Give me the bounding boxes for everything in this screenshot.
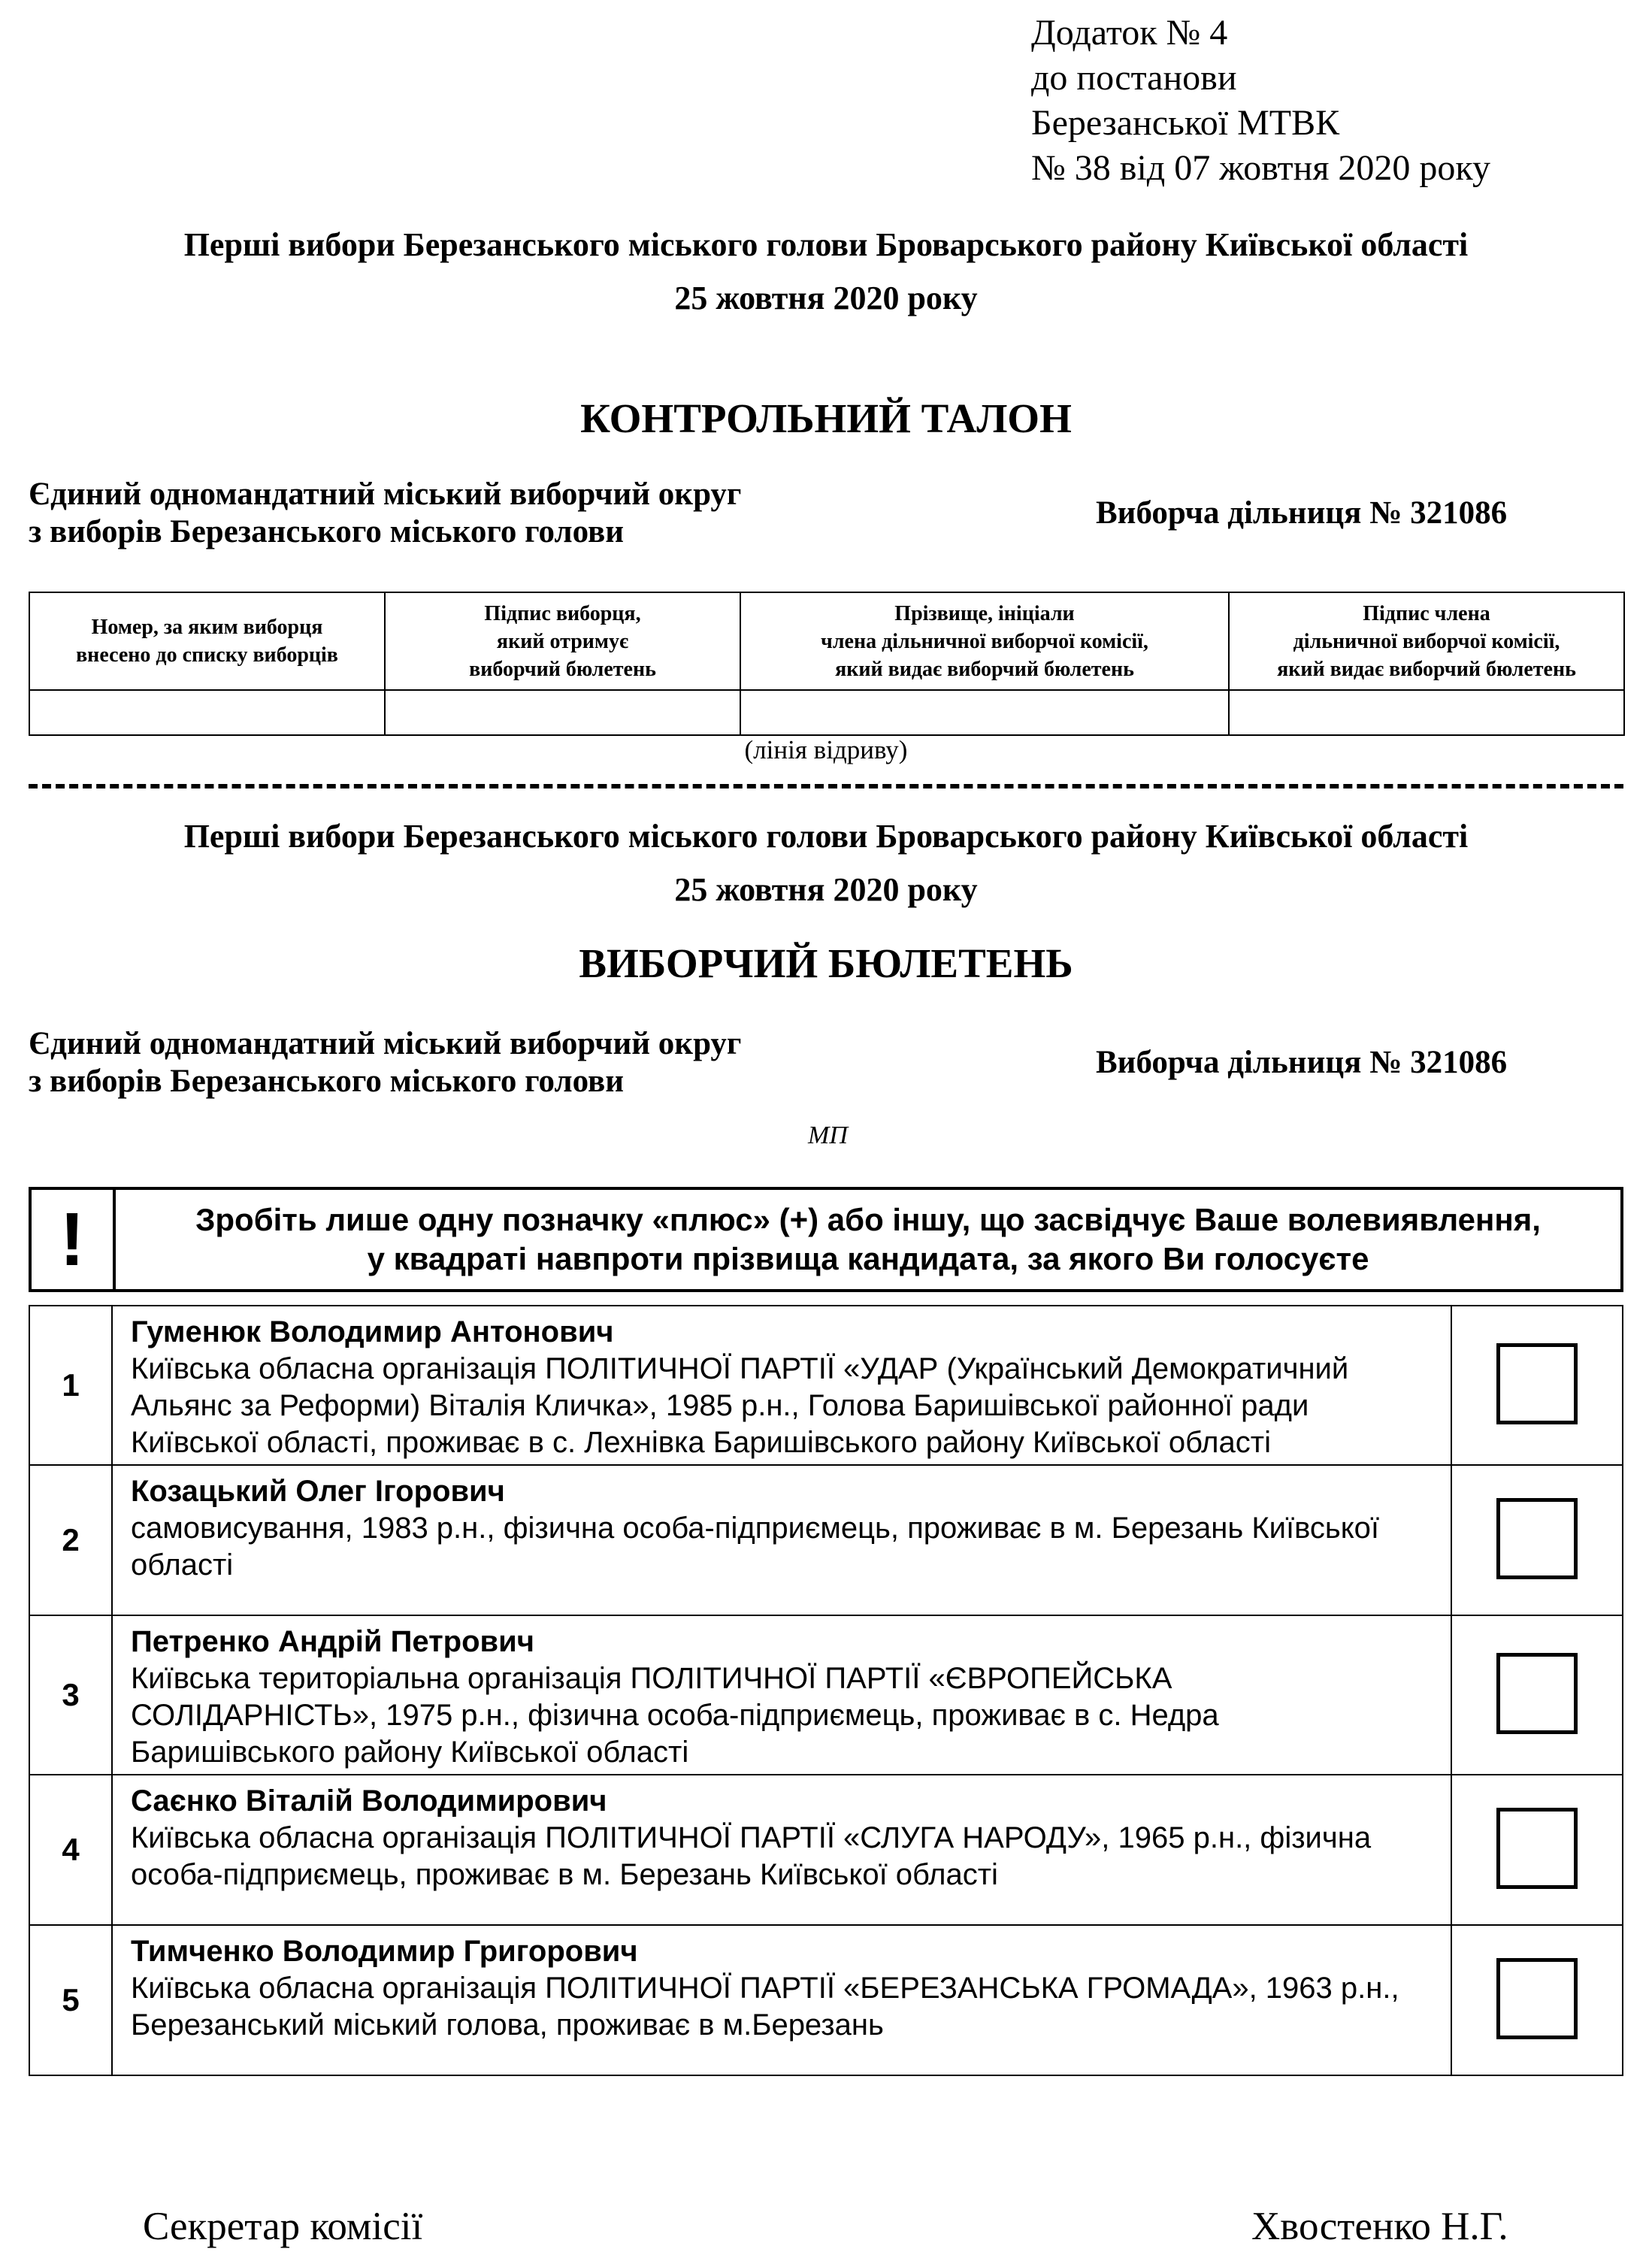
member-signature-cell[interactable] — [1229, 690, 1624, 735]
ballot-district-line: Єдиний одномандатний міський виборчий округ — [29, 1026, 742, 1061]
voter-number-cell[interactable] — [29, 690, 385, 735]
candidate-detail: особа-підприємець, проживає в м. Березань Київської області — [131, 1858, 998, 1891]
ballot-election-title: Перші вибори Березанського міського голови Броварського району Київської області — [183, 818, 1469, 855]
tear-line — [29, 784, 1623, 788]
candidate-detail: Київська обласна організація ПОЛІТИЧНОЇ ПАРТІЇ «УДАР (Український Демократичний — [131, 1352, 1349, 1385]
annex-line: до постанови — [1031, 58, 1237, 98]
candidate-detail: Київської області, проживає в с. Лехнівка Баришівського району Київської області — [131, 1426, 1271, 1459]
candidate-detail: Березанський міський голова, проживає в м.Березань — [131, 2008, 884, 2042]
candidate-info — [112, 1775, 1451, 1925]
candidate-number: 1 — [29, 1306, 112, 1465]
column-header-voter-signature: Підпис виборця, який отримує виборчий бюлетень — [385, 592, 740, 690]
instruction-line: Зробіть лише одну позначку «плюс» (+) або іншу, що засвідчує Ваше волевиявлення, — [195, 1202, 1541, 1237]
instruction-text — [116, 1190, 1620, 1289]
control-stub-table — [29, 592, 1625, 736]
stub-district-line: з виборів Березанського міського голови — [29, 514, 625, 549]
tear-line-label: (лінія відриву) — [744, 735, 908, 764]
stub-heading: КОНТРОЛЬНИЙ ТАЛОН — [580, 395, 1072, 441]
vote-checkbox-2[interactable] — [1496, 1498, 1578, 1579]
vote-cell — [1451, 1465, 1623, 1615]
member-name-cell[interactable] — [740, 690, 1229, 735]
annex-line: Додаток № 4 — [1031, 13, 1228, 53]
ballot-district — [29, 1025, 741, 1100]
annex-line: Березанської МТВК — [1031, 103, 1340, 143]
exclamation-icon: ! — [32, 1190, 116, 1289]
stub-precinct: Виборча дільниця № 321086 — [1096, 495, 1508, 531]
candidate-detail: СОЛІДАРНІСТЬ», 1975 р.н., фізична особа-підприємець, проживає в с. Недра — [131, 1699, 1219, 1732]
candidate-name: Тимченко Володимир Григорович — [131, 1935, 638, 1968]
vote-cell — [1451, 1306, 1623, 1465]
candidate-list — [29, 1305, 1623, 2076]
candidate-row — [29, 1615, 1623, 1775]
annex-reference — [1031, 11, 1490, 191]
column-header-voter-number: Номер, за яким виборця внесено до списку виборців — [29, 592, 385, 690]
candidate-detail: Київська обласна організація ПОЛІТИЧНОЇ ПАРТІЇ «СЛУГА НАРОДУ», 1965 р.н., фізична — [131, 1821, 1372, 1854]
instruction-line: у квадраті навпроти прізвища кандидата, за якого Ви голосуєте — [367, 1241, 1369, 1276]
signature-title: Секретар комісії — [143, 2205, 423, 2248]
candidate-number: 2 — [29, 1465, 112, 1615]
annex-line: № 38 від 07 жовтня 2020 року — [1031, 148, 1491, 188]
stamp-placeholder: МП — [808, 1121, 848, 1149]
candidate-detail: області — [131, 1548, 234, 1582]
voter-signature-cell[interactable] — [385, 690, 740, 735]
vote-checkbox-1[interactable] — [1496, 1343, 1578, 1424]
ballot-district-line: з виборів Березанського міського голови — [29, 1064, 625, 1099]
candidate-row — [29, 1775, 1623, 1925]
candidate-info — [112, 1306, 1451, 1465]
stub-district-line: Єдиний одномандатний міський виборчий округ — [29, 477, 742, 512]
candidate-detail: Київська територіальна організація ПОЛІТИЧНОЇ ПАРТІЇ «ЄВРОПЕЙСЬКА — [131, 1662, 1172, 1695]
candidate-info — [112, 1925, 1451, 2075]
ballot-heading: ВИБОРЧИЙ БЮЛЕТЕНЬ — [579, 940, 1073, 986]
candidate-row — [29, 1306, 1623, 1465]
stub-election-date: 25 жовтня 2020 року — [674, 280, 978, 316]
candidate-number: 3 — [29, 1615, 112, 1775]
candidate-info — [112, 1615, 1451, 1775]
vote-cell — [1451, 1615, 1623, 1775]
ballot-precinct: Виборча дільниця № 321086 — [1096, 1045, 1508, 1080]
candidate-info — [112, 1465, 1451, 1615]
candidate-detail: Альянс за Реформи) Віталія Кличка», 1985 р.н., Голова Баришівської районної ради — [131, 1389, 1309, 1422]
candidate-detail: Київська обласна організація ПОЛІТИЧНОЇ ПАРТІЇ «БЕРЕЗАНСЬКА ГРОМАДА», 1963 р.н., — [131, 1972, 1399, 2005]
vote-checkbox-3[interactable] — [1496, 1653, 1578, 1734]
candidate-number: 5 — [29, 1925, 112, 2075]
candidate-name: Козацький Олег Ігорович — [131, 1475, 505, 1508]
vote-cell — [1451, 1925, 1623, 2075]
candidate-name: Саєнко Віталій Володимирович — [131, 1784, 607, 1818]
candidate-detail: самовисування, 1983 р.н., фізична особа-підприємець, проживає в м. Березань Київської — [131, 1512, 1380, 1545]
signature-name: Хвостенко Н.Г. — [1251, 2205, 1508, 2248]
column-header-member-name: Прізвище, ініціали члена дільничної виборчої комісії, який видає виборчий бюлетень — [740, 592, 1229, 690]
voting-instruction — [29, 1187, 1623, 1292]
vote-checkbox-4[interactable] — [1496, 1808, 1578, 1889]
vote-checkbox-5[interactable] — [1496, 1958, 1578, 2039]
candidate-row — [29, 1925, 1623, 2075]
candidate-name: Гуменюк Володимир Антонович — [131, 1315, 614, 1348]
vote-cell — [1451, 1775, 1623, 1925]
stub-election-title: Перші вибори Березанського міського голови Броварського району Київської області — [183, 226, 1469, 263]
candidate-detail: Баришівського району Київської області — [131, 1736, 689, 1769]
candidate-row — [29, 1465, 1623, 1615]
ballot-election-date: 25 жовтня 2020 року — [674, 871, 978, 908]
column-header-member-signature: Підпис члена дільничної виборчої комісії, який видає виборчий бюлетень — [1229, 592, 1624, 690]
candidate-number: 4 — [29, 1775, 112, 1925]
stub-district — [29, 476, 741, 551]
candidate-name: Петренко Андрій Петрович — [131, 1625, 534, 1658]
